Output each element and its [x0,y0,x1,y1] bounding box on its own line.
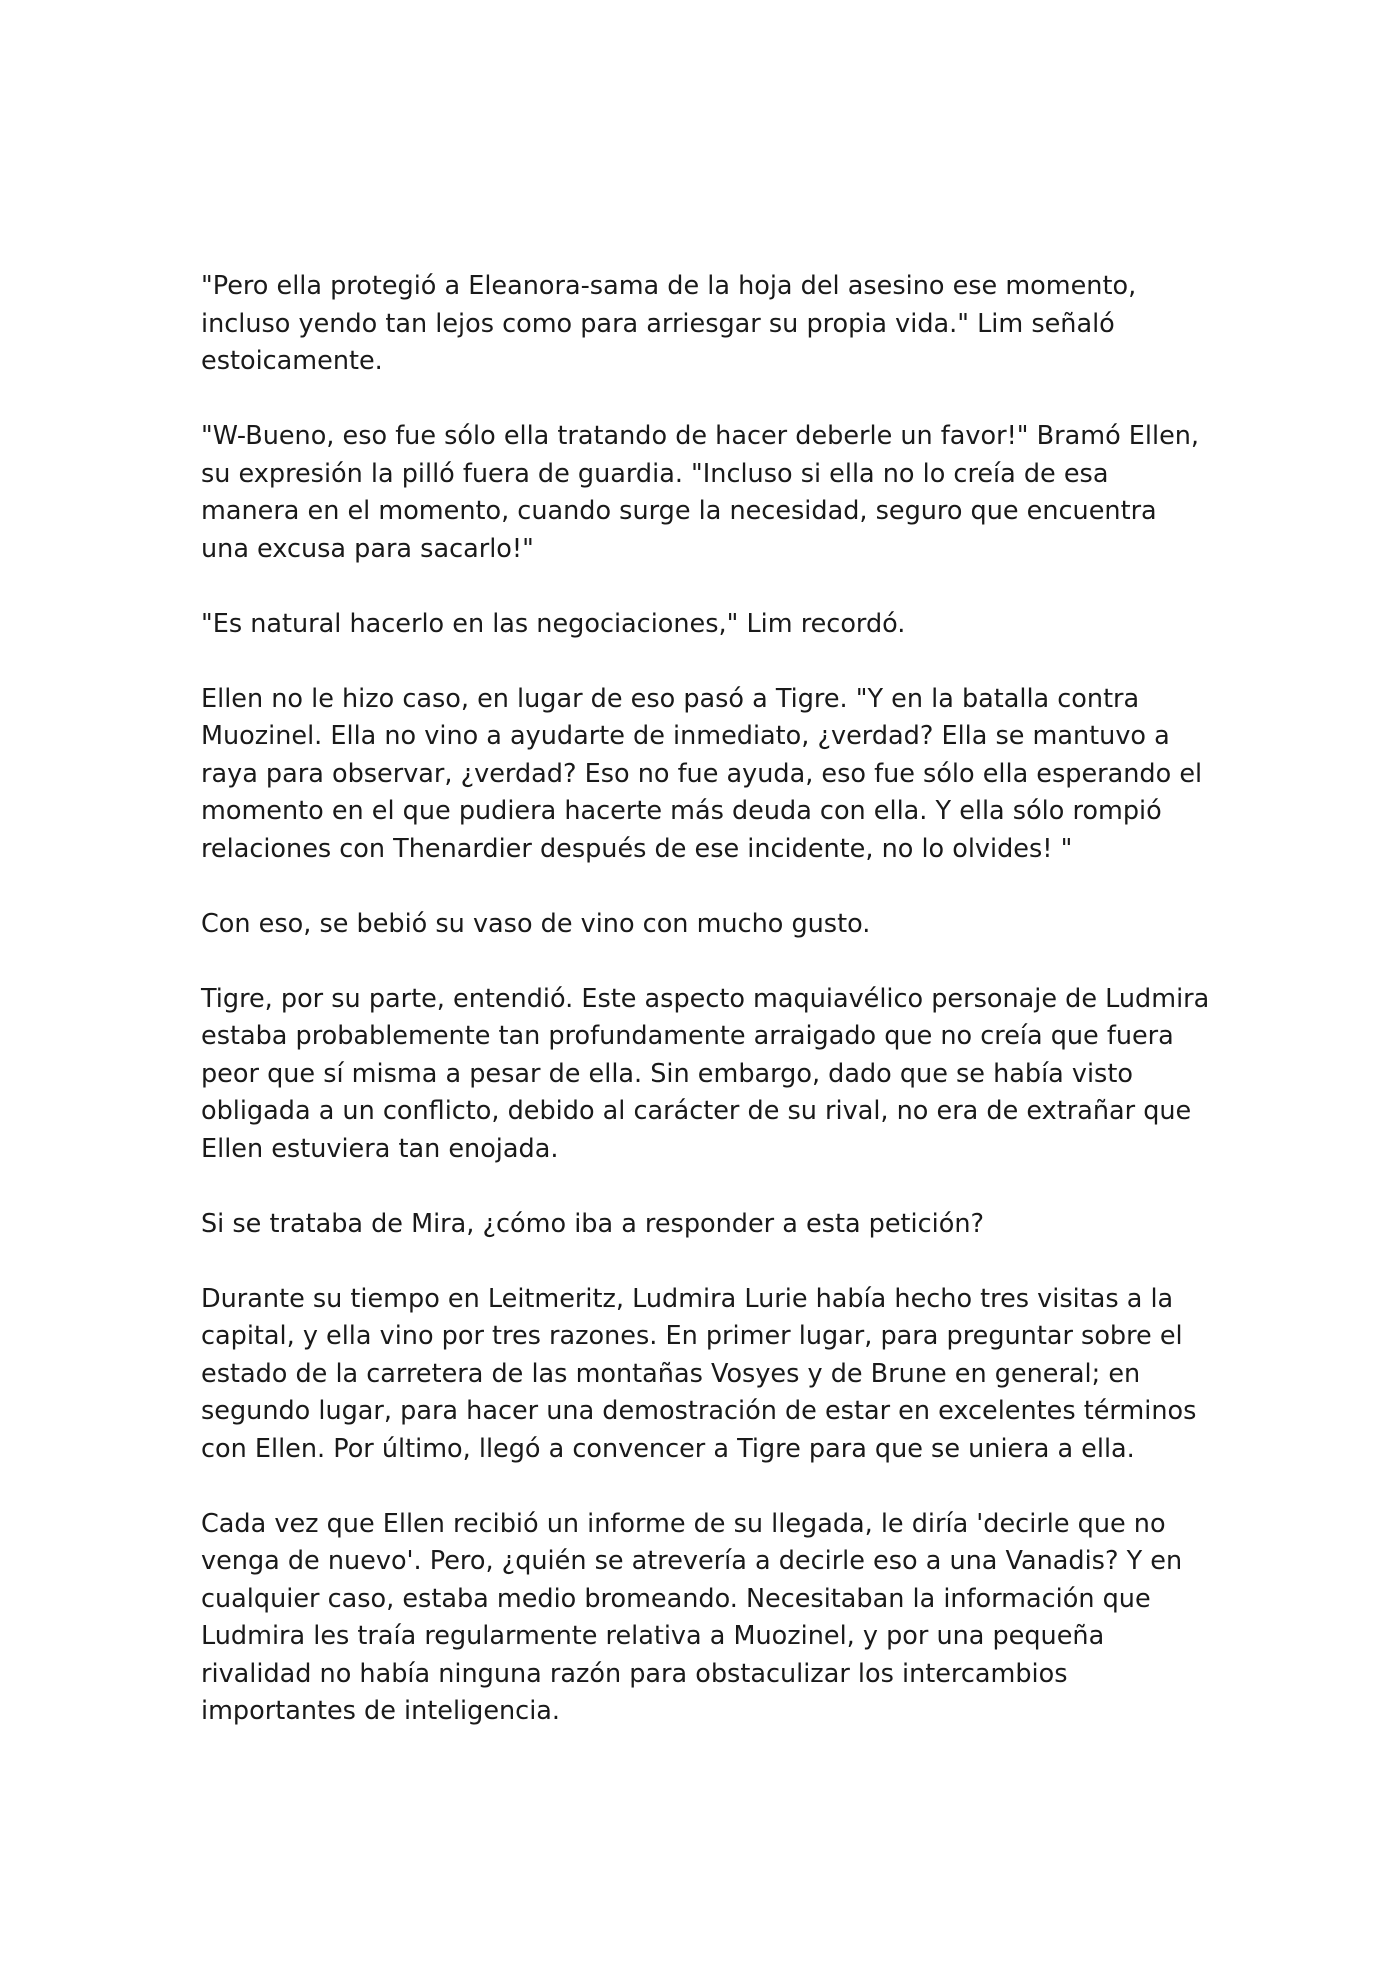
paragraph: Durante su tiempo en Leitmeritz, Ludmira Lurie había hecho tres visitas a la capital, y ella vino por tres razones. En primer lugar, para preguntar sobre el estado de la carretera de las montañas Vosyes y de Brune en general; en segundo lugar, para hacer una demostración de estar en excelentes términos con Ellen. Por último, llegó a convencer a Tigre para que se uniera a ella. [201,1283,1197,1464]
paragraph: "Pero ella protegió a Eleanora-sama de la hoja del asesino ese momento, incluso yendo tan lejos como para arriesgar su propia vida." Lim señaló estoicamente. [201,271,1137,376]
paragraph: "Es natural hacerlo en las negociaciones," Lim recordó. [201,608,906,639]
paragraph: Ellen no le hizo caso, en lugar de eso pasó a Tigre. "Y en la batalla contra Muozinel. Ella no vino a ayudarte de inmediato, ¿verdad? Ella se mantuvo a raya para observar, ¿verdad? Eso no fue ayuda, eso fue sólo ella esperando el momento en el que pudiera hacerte más deuda con ella. Y ella sólo rompió relaciones con Thenardier después de ese incidente, no lo olvides! " [201,683,1203,864]
paragraph: Con eso, se bebió su vaso de vino con mucho gusto. [201,908,871,939]
paragraph: Si se trataba de Mira, ¿cómo iba a responder a esta petición? [201,1208,985,1239]
paragraph: Cada vez que Ellen recibió un informe de su llegada, le diría 'decirle que no venga de nuevo'. Pero, ¿quién se atrevería a decirle eso a una Vanadis? Y en cualquier caso, estaba medio bromeando. Necesitaban la información que Ludmira les traía regularmente relativa a Muozinel, y por una pequeña rivalidad no había ninguna razón para obstaculizar los intercambios importantes de inteligencia. [201,1508,1183,1726]
document-page [201,268,1211,1731]
paragraph: Tigre, por su parte, entendió. Este aspecto maquiavélico personaje de Ludmira estaba probablemente tan profundamente arraigado que no creía que fuera peor que sí misma a pesar de ella. Sin embargo, dado que se había visto obligada a un conflicto, debido al carácter de su rival, no era de extrañar que Ellen estuviera tan enojada. [201,983,1210,1164]
paragraph: "W-Bueno, eso fue sólo ella tratando de hacer deberle un favor!" Bramó Ellen, su expresión la pilló fuera de guardia. "Incluso si ella no lo creía de esa manera en el momento, cuando surge la necesidad, seguro que encuentra una excusa para sacarlo!" [201,421,1200,564]
